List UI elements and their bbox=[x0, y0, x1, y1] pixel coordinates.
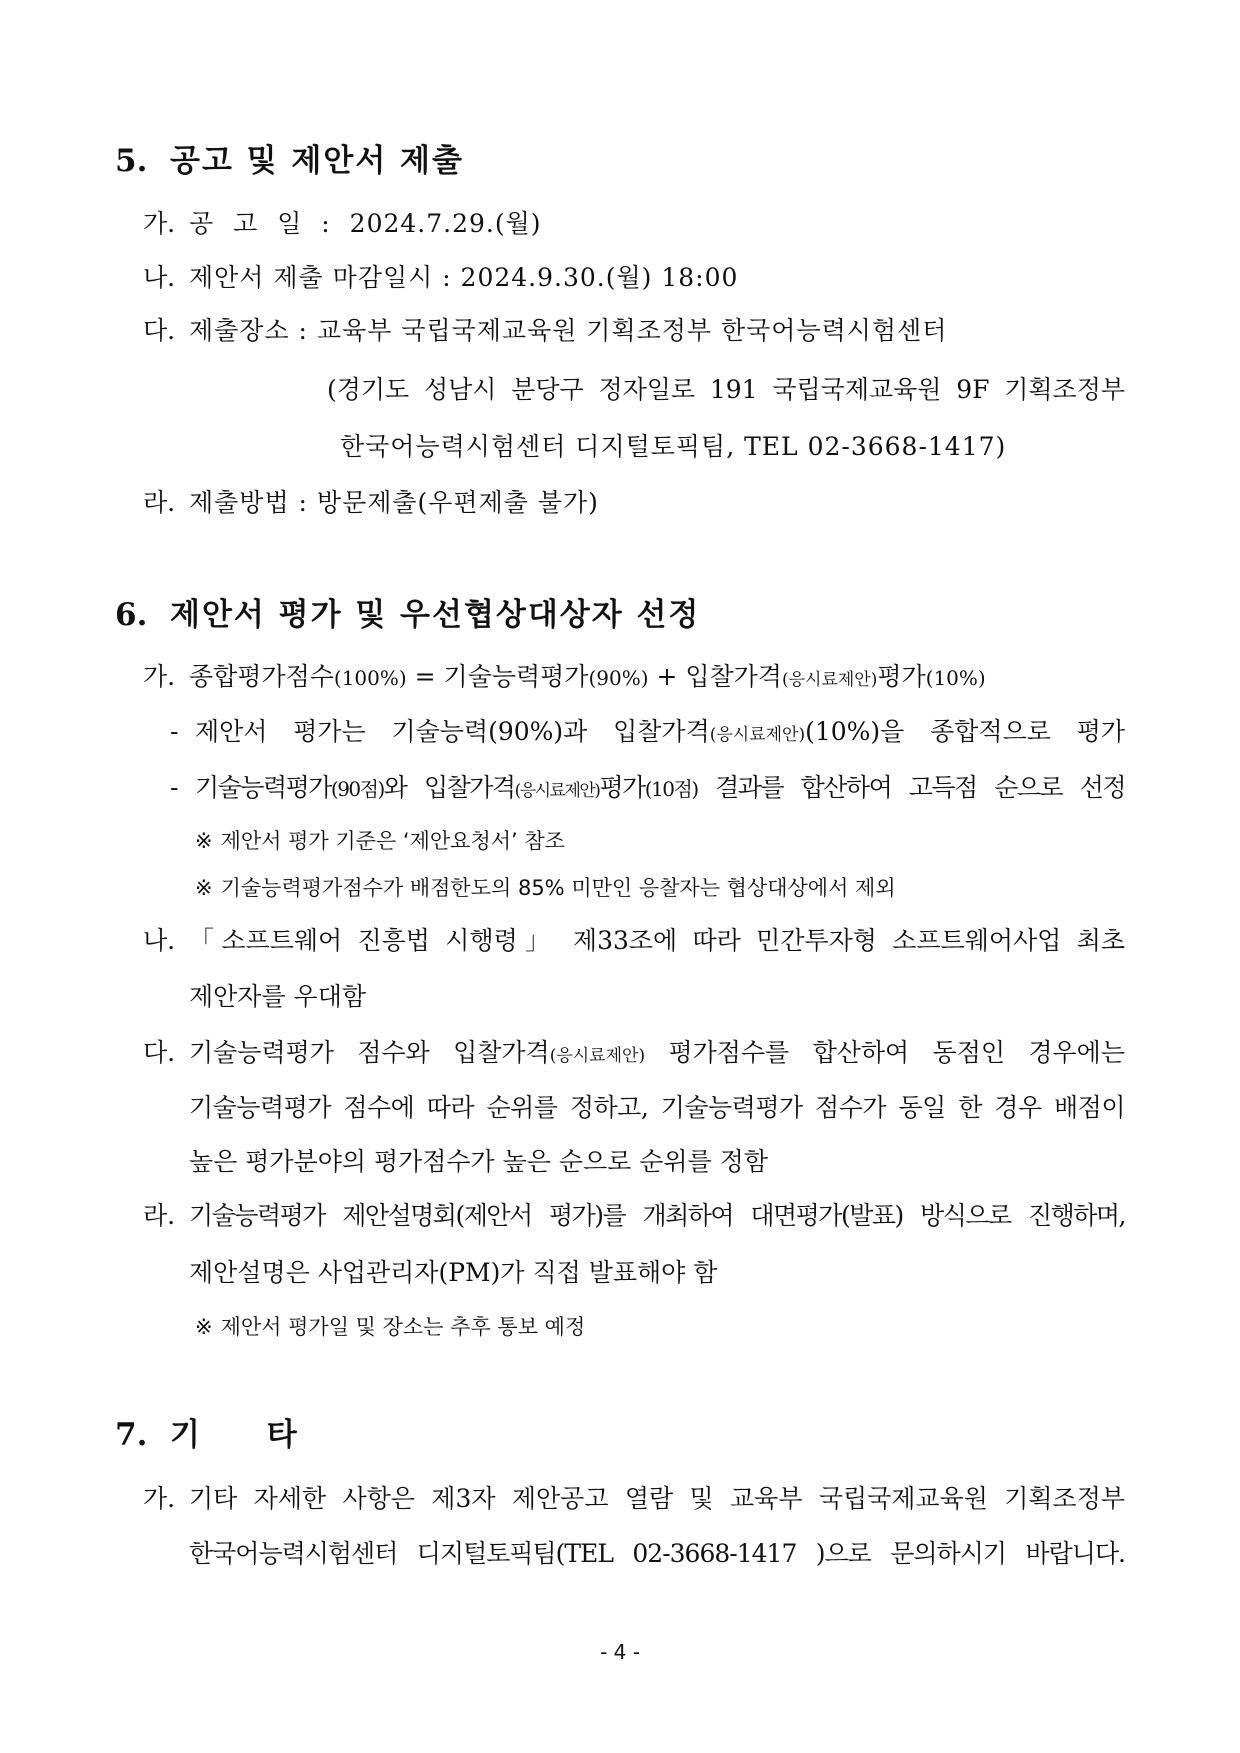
note-schedule bbox=[195, 1312, 1125, 1342]
text-segment: 결과를 합산하여 고득점 순으로 선정 bbox=[697, 773, 1125, 802]
item-text: 공 고 일 : 2024.7.29.(월) bbox=[189, 209, 542, 238]
item-text-continuation: 제안자를 우대함 bbox=[189, 982, 366, 1011]
text-segment: 제안서 평가는 기술능력(90%)과 입찰가격 bbox=[195, 717, 710, 746]
item-marker: 가. bbox=[143, 209, 176, 238]
item-marker: 다. bbox=[143, 316, 176, 345]
item-text bbox=[189, 659, 1125, 695]
page-number: - 4 - bbox=[600, 1640, 640, 1664]
item-text bbox=[189, 1035, 1125, 1071]
item-marker: 라. bbox=[143, 488, 176, 517]
address-line-1: (경기도 성남시 분당구 정자일로 191 국립국제교육원 9F 기획조정부 bbox=[327, 375, 1125, 404]
item-contact bbox=[143, 1481, 1125, 1517]
parenthetical: (10%) bbox=[925, 666, 986, 690]
text-segment: 종합평가점수 bbox=[189, 662, 334, 691]
item-marker: 나. bbox=[143, 926, 176, 955]
section-number: 5. bbox=[115, 143, 148, 179]
section-title: 기 타 bbox=[170, 1417, 299, 1453]
item-text: 기타 자세한 사항은 제3자 제안공고 열람 및 교육부 국립국제교육원 기획조정부 bbox=[189, 1484, 1125, 1513]
item-submission-place bbox=[143, 313, 1125, 349]
text-segment: + 입찰가격 bbox=[648, 662, 782, 691]
parenthetical: (10점) bbox=[644, 777, 698, 801]
section-number: 7. bbox=[115, 1417, 148, 1453]
parenthetical: (응시료제안) bbox=[549, 1046, 646, 1066]
parenthetical: (응시료제안) bbox=[709, 725, 806, 745]
item-text-continuation: 기술능력평가 점수에 따라 순위를 정하고, 기술능력평가 점수가 동일 한 경우 배점이 bbox=[189, 1093, 1125, 1122]
item-text: 제출방법 : 방문제출(우편제출 불가) bbox=[189, 488, 599, 517]
item-text-continuation: 높은 평가분야의 평가점수가 높은 순으로 순위를 정함 bbox=[189, 1147, 768, 1176]
section-5-heading bbox=[115, 140, 1125, 182]
section-title: 제안서 평가 및 우선협상대상자 선정 bbox=[170, 597, 701, 633]
item-marker: 라. bbox=[143, 1201, 176, 1230]
section-7-heading bbox=[115, 1414, 1125, 1456]
reference-mark-icon: ※ bbox=[195, 876, 213, 900]
address-line-2: 한국어능력시험센터 디지털토픽팀, TEL 02-3668-1417) bbox=[340, 432, 1007, 461]
item-marker: 나. bbox=[143, 263, 176, 292]
sub-item-text bbox=[195, 714, 1125, 750]
item-marker: 가. bbox=[143, 1484, 176, 1513]
text-segment: 평가점수를 합산하여 동점인 경우에는 bbox=[645, 1038, 1125, 1067]
item-notice-date bbox=[143, 206, 1125, 242]
note-text: 제안서 평가 기준은 ‘제안요청서’ 참조 bbox=[220, 829, 565, 853]
item-first-proposer bbox=[143, 923, 1125, 959]
item-text: 「소프트웨어 진흥법 시행령」 제33조에 따라 민간투자형 소프트웨어사업 최초 bbox=[189, 926, 1125, 955]
item-presentation bbox=[143, 1198, 1125, 1234]
parenthetical: (90%) bbox=[588, 666, 649, 690]
note-text: 기술능력평가점수가 배점한도의 85% 미만인 응찰자는 협상대상에서 제외 bbox=[220, 876, 896, 900]
section-6-heading bbox=[115, 594, 1125, 636]
item-deadline bbox=[143, 260, 1125, 296]
parenthetical: (응시료제안) bbox=[514, 781, 600, 801]
item-text-continuation: 한국어능력시험센터 디지털토픽팀(TEL 02-3668-1417 )으로 문의하시기 바랍니다. bbox=[189, 1539, 1125, 1568]
text-segment: = 기술능력평가 bbox=[406, 662, 589, 691]
note-text: 제안서 평가일 및 장소는 추후 통보 예정 bbox=[220, 1315, 586, 1339]
sub-item-text bbox=[195, 770, 1125, 806]
item-submission-method bbox=[143, 485, 1125, 521]
text-segment: 평가 bbox=[877, 662, 926, 691]
note-evaluation-criteria bbox=[195, 826, 1125, 856]
parenthetical: (100%) bbox=[333, 666, 407, 690]
reference-mark-icon: ※ bbox=[195, 829, 213, 853]
note-exclusion bbox=[195, 873, 1125, 903]
item-text: 기술능력평가 제안설명회(제안서 평가)를 개최하여 대면평가(발표) 방식으로 진행하며, bbox=[189, 1201, 1125, 1230]
sub-item-evaluation bbox=[170, 714, 1125, 750]
dash-bullet: - bbox=[170, 717, 179, 746]
text-segment: 와 입찰가격 bbox=[383, 773, 515, 802]
sub-item-selection bbox=[170, 770, 1125, 806]
dash-bullet: - bbox=[170, 773, 179, 802]
section-number: 6. bbox=[115, 597, 148, 633]
section-title: 공고 및 제안서 제출 bbox=[170, 143, 464, 179]
parenthetical: (90점) bbox=[330, 777, 384, 801]
text-segment: (10%)을 종합적으로 평가 bbox=[805, 717, 1125, 746]
text-segment: 기술능력평가 bbox=[195, 773, 331, 802]
item-marker: 가. bbox=[143, 662, 176, 691]
reference-mark-icon: ※ bbox=[195, 1315, 213, 1339]
item-text-continuation: 제안설명은 사업관리자(PM)가 직접 발표해야 함 bbox=[189, 1258, 718, 1287]
text-segment: 평가 bbox=[599, 773, 645, 802]
item-text: 제출장소 : 교육부 국립국제교육원 기획조정부 한국어능력시험센터 bbox=[189, 316, 948, 345]
parenthetical: (응시료제안) bbox=[781, 670, 878, 690]
item-text: 제안서 제출 마감일시 : 2024.9.30.(월) 18:00 bbox=[189, 263, 739, 292]
item-total-score bbox=[143, 659, 1125, 695]
text-segment: 기술능력평가 점수와 입찰가격 bbox=[189, 1038, 550, 1067]
item-marker: 다. bbox=[143, 1038, 176, 1067]
item-tie-break bbox=[143, 1035, 1125, 1071]
